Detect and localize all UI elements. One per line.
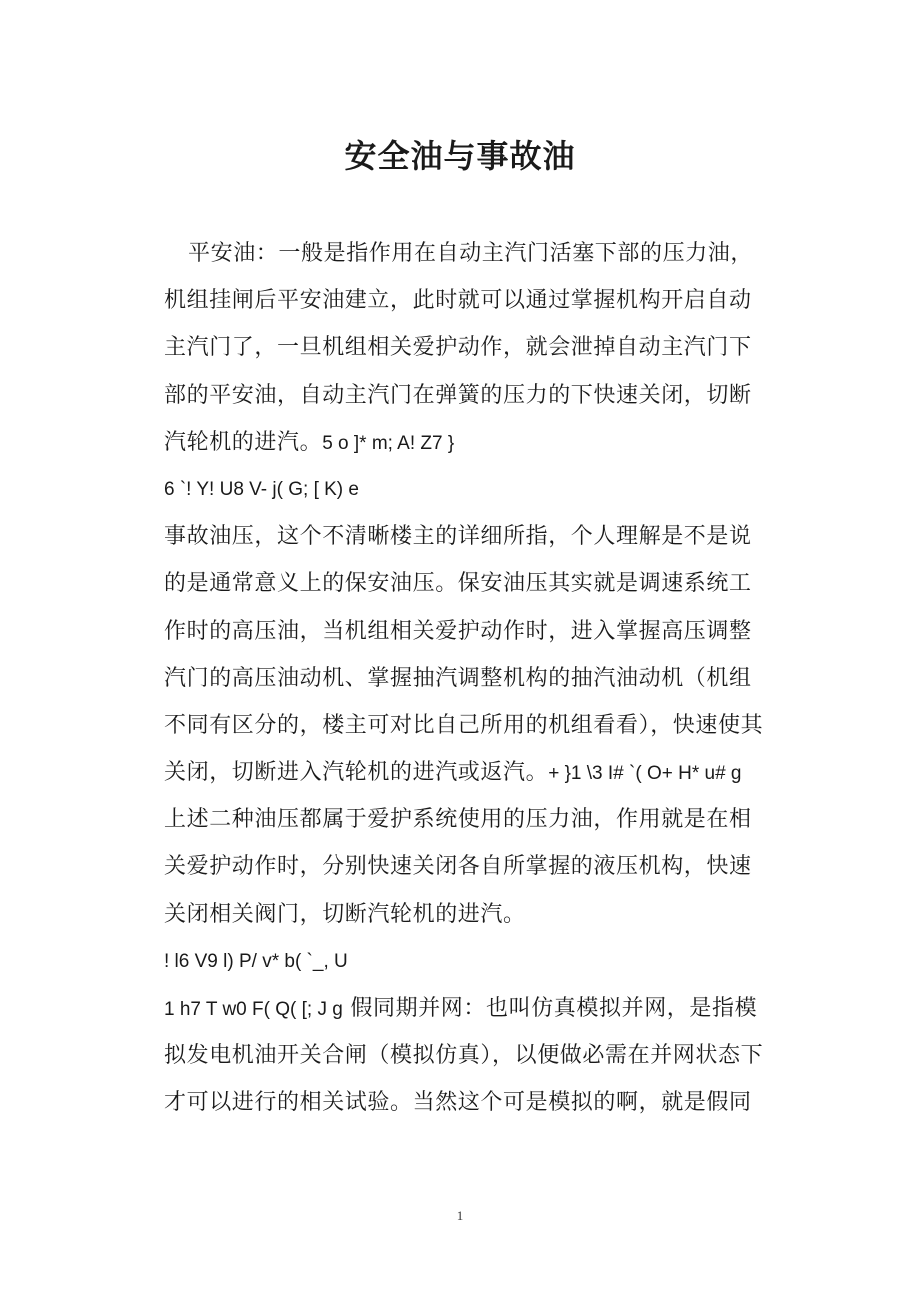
paragraph-line: 平安油：一般是指作用在自动主汽门活塞下部的压力油， — [188, 241, 754, 266]
page-number: 1 — [456, 1208, 464, 1223]
paragraph-line-mixed — [164, 749, 779, 796]
paragraph-line-mixed — [164, 985, 779, 1032]
garbled-line: ! l6 V9 l) P/ v* b( `_, U — [164, 950, 348, 972]
paragraph-text: 关闭，切断进入汽轮机的进汽或返汽。 — [164, 760, 549, 786]
paragraph-line: 事故油压，这个不清晰楼主的详细所指，个人理解是不是说 — [164, 524, 752, 550]
paragraph-line: 的是通常意义上的保安油压。保安油压其实就是调速系统工 — [164, 571, 752, 597]
paragraph-line: 部的平安油，自动主汽门在弹簧的压力的下快速关闭，切断 — [164, 382, 752, 408]
paragraph-line: 汽门的高压油动机、掌握抽汽调整机构的抽汽油动机（机组 — [164, 665, 752, 691]
paragraph-line: 关爱护动作时，分别快速关闭各自所掌握的液压机构，快速 — [164, 854, 752, 880]
paragraph-line: 上述二种油压都属于爱护系统使用的压力油，作用就是在相 — [164, 807, 752, 833]
paragraph-text: 假同期并网：也叫仿真模拟并网，是指模 — [350, 996, 758, 1021]
garbled-text: 1 h7 T w0 F( Q( [; J g — [164, 999, 343, 1020]
paragraph-line: 机组挂闸后平安油建立，此时就可以通过掌握机构开启自动 — [164, 288, 752, 314]
garbled-line: 6 `! Y! U8 V- j( G; [ K) e — [164, 478, 359, 500]
garbled-text: 5 o ]* m; A! Z7 } — [322, 432, 455, 454]
document-title: 安全油与事故油 — [344, 137, 576, 175]
paragraph-line: 作时的高压油，当机组相关爱护动作时，进入掌握高压调整 — [164, 618, 752, 644]
paragraph-line: 不同有区分的，楼主可对比自己所用的机组看看），快速使其 — [164, 712, 764, 738]
paragraph-line: 关闭相关阀门，切断汽轮机的进汽。 — [164, 901, 526, 927]
document-body — [164, 230, 779, 1127]
paragraph-text: 汽轮机的进汽。 — [164, 429, 323, 455]
paragraph-line: 才可以进行的相关试验。当然这个可是模拟的啊，就是假同 — [164, 1090, 752, 1116]
paragraph-line: 拟发电机油开关合闸（模拟仿真），以便做必需在并网状态下 — [164, 1043, 764, 1069]
paragraph-line: 主汽门了，一旦机组相关爱护动作，就会泄掉自动主汽门下 — [164, 335, 752, 361]
paragraph-line-mixed — [164, 419, 779, 466]
garbled-text: + }1 \3 I# `( O+ H* u# g — [548, 763, 742, 785]
